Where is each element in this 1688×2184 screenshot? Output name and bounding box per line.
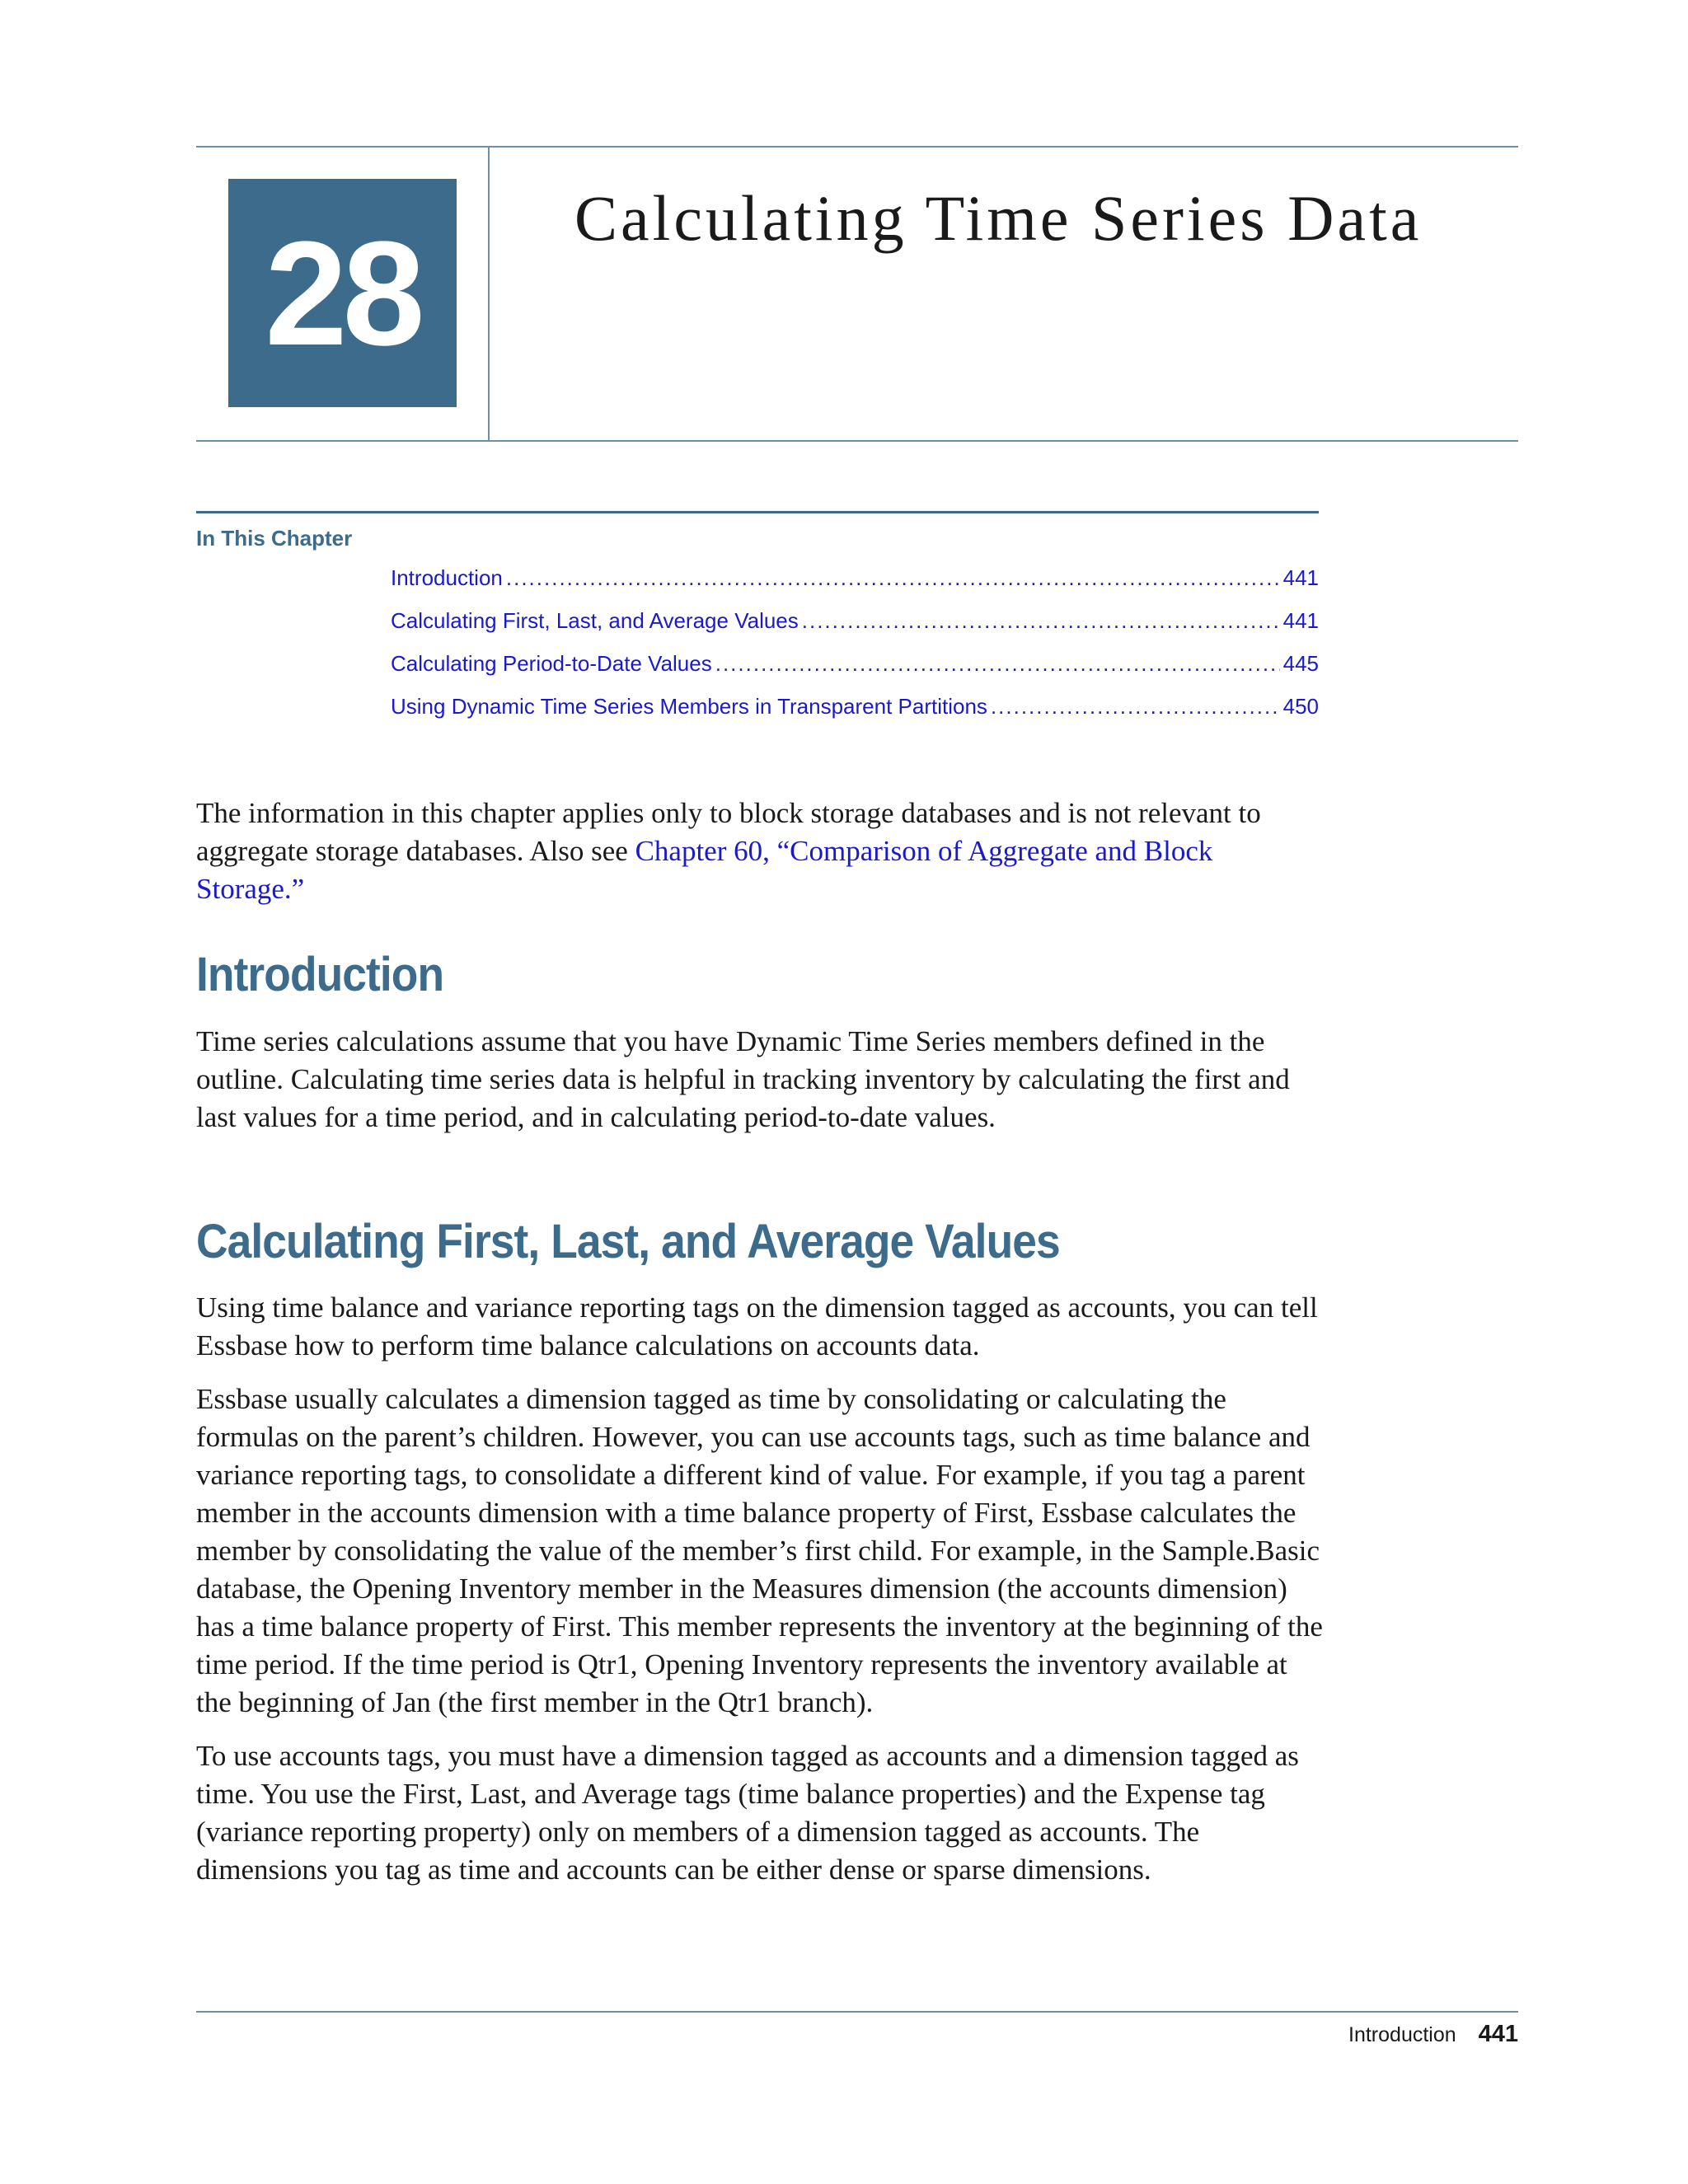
- section-heading-first-last-average: Calculating First, Last, and Average Values: [196, 1215, 1060, 1268]
- section-heading-introduction: Introduction: [196, 948, 444, 1001]
- page-footer: [1348, 2021, 1518, 2048]
- first-last-average-paragraph-2: Essbase usually calculates a dimension tagged as time by consolidating or calculating the formulas on the parent’s children. However, you can use accounts tags, such as time balance and variance reporting tags, to consolidate a different kind of value. For example, if you tag a parent member in the accounts dimension with a time balance property of First, Essbase calculates the member by consolidating the value of the member’s first child. For example, in the Sample.Basic database, the Opening Inventory member in the Measures dimension (the accounts dimension) has a time balance property of First. This member represents the inventory at the beginning of the time period. If the time period is Qtr1, Opening Inventory represents the inventory available at the beginning of Jan (the first member in the Qtr1 branch).: [196, 1383, 1323, 1718]
- toc-item-page[interactable]: 441: [1282, 565, 1319, 590]
- toc-leader-dots: [506, 565, 1280, 591]
- toc-leader-dots: [991, 694, 1280, 719]
- toc-item-page[interactable]: 441: [1282, 608, 1319, 633]
- toc-item-page[interactable]: 445: [1282, 651, 1319, 676]
- toc-item-dynamic-time-series[interactable]: [391, 694, 1319, 737]
- first-last-average-paragraph-1: Using time balance and variance reporting tags on the dimension tagged as accounts, you can tell Essbase how to perform time balance calculations on accounts data.: [196, 1291, 1318, 1361]
- chapter-title: Calculating Time Series Data: [574, 182, 1423, 254]
- header-vertical-rule: [488, 146, 490, 441]
- toc-item-label[interactable]: Calculating First, Last, and Average Values: [391, 608, 799, 633]
- toc-list: [391, 565, 1319, 737]
- toc-leader-dots: [715, 651, 1280, 677]
- toc-item-label[interactable]: Introduction: [391, 565, 503, 590]
- introduction-paragraph: Time series calculations assume that you have Dynamic Time Series members defined in the outline. Calculating time series data is helpful in tracking inventory by calculating the first and last values for a time period, and in calculating period-to-date values.: [196, 1025, 1290, 1133]
- intro-note: [196, 794, 1325, 908]
- chapter-number: 28: [265, 211, 420, 377]
- footer-section-name: Introduction: [1348, 2023, 1456, 2046]
- toc-item-page[interactable]: 450: [1282, 694, 1319, 719]
- chapter-number-box: [228, 179, 457, 407]
- intro-note-text: The information in this chapter applies only to block storage databases and is not relevant to aggregate storage databases. Also see: [196, 797, 1261, 867]
- toc-rule: [196, 511, 1319, 513]
- toc-item-introduction[interactable]: [391, 565, 1319, 608]
- toc-item-label[interactable]: Using Dynamic Time Series Members in Transparent Partitions: [391, 694, 987, 719]
- footer-rule: [196, 2011, 1518, 2013]
- header-top-rule: [196, 146, 1518, 148]
- toc-leader-dots: [802, 608, 1280, 634]
- toc-item-first-last-average[interactable]: [391, 608, 1319, 651]
- toc-heading: In This Chapter: [196, 526, 353, 551]
- header-bottom-rule: [196, 440, 1518, 442]
- footer-page-number: 441: [1478, 2021, 1518, 2047]
- toc-item-period-to-date[interactable]: [391, 651, 1319, 694]
- first-last-average-paragraph-3: To use accounts tags, you must have a dimension tagged as accounts and a dimension tagged as time. You use the First, Last, and Average tags (time balance properties) and the Expense tag (variance reporting property) only on members of a dimension tagged as accounts. The dimensions you tag as time and accounts can be either dense or sparse dimensions.: [196, 1740, 1299, 1886]
- chapter-60-link[interactable]: Chapter 60, “Comparison of Aggregate and Block Storage.”: [196, 835, 1213, 905]
- toc-item-label[interactable]: Calculating Period-to-Date Values: [391, 651, 712, 676]
